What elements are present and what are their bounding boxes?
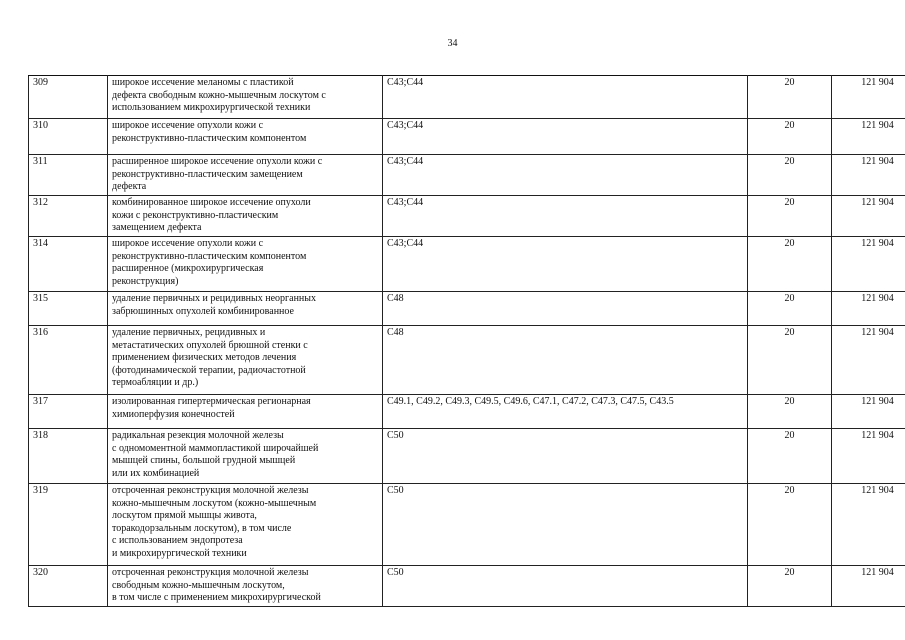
- icd-codes: C43;C44: [383, 196, 748, 237]
- quantity: 20: [748, 326, 832, 395]
- procedure-description-text: широкое иссечение опухоли кожи с реконструктивно-пластическим компонентом: [112, 120, 307, 144]
- procedure-description: [108, 76, 383, 119]
- procedure-description: [108, 429, 383, 484]
- table-row: [29, 566, 905, 607]
- procedure-description-text: удаление первичных и рецидивных неорганных забрюшинных опухолей комбинированное: [112, 293, 316, 317]
- quantity: 20: [748, 237, 832, 292]
- table-row: [29, 395, 905, 429]
- quantity: 20: [748, 76, 832, 119]
- price: 121 904: [832, 76, 905, 119]
- icd-codes: C48: [383, 292, 748, 326]
- quantity: 20: [748, 395, 832, 429]
- table-row: [29, 292, 905, 326]
- procedure-description: [108, 484, 383, 566]
- procedure-description: [108, 566, 383, 607]
- table-row: [29, 429, 905, 484]
- icd-codes: C43;C44: [383, 237, 748, 292]
- row-number: 316: [29, 326, 108, 395]
- price: 121 904: [832, 292, 905, 326]
- row-number: 317: [29, 395, 108, 429]
- row-number: 309: [29, 76, 108, 119]
- row-number: 319: [29, 484, 108, 566]
- row-number: 312: [29, 196, 108, 237]
- quantity: 20: [748, 196, 832, 237]
- procedure-description-text: отсроченная реконструкция молочной железы свободным кожно-мышечным лоскутом, в том числе с применением микрохирургической: [112, 567, 321, 604]
- icd-codes: C49.1, C49.2, C49.3, C49.5, C49.6, C47.1, C47.2, C47.3, C47.5, C43.5: [383, 395, 748, 429]
- table-row: [29, 76, 905, 119]
- table-row: [29, 155, 905, 196]
- procedure-description-text: комбинированное широкое иссечение опухоли кожи с реконструктивно-пластическим замещением дефекта: [112, 197, 311, 234]
- procedure-description: [108, 196, 383, 237]
- price: 121 904: [832, 196, 905, 237]
- icd-codes: C43;C44: [383, 119, 748, 155]
- procedures-table: [28, 75, 905, 607]
- table-row: [29, 196, 905, 237]
- table-row: [29, 237, 905, 292]
- procedure-description: [108, 292, 383, 326]
- icd-codes: C43;C44: [383, 76, 748, 119]
- procedure-description-text: расширенное широкое иссечение опухоли кожи с реконструктивно-пластическим замещением дефекта: [112, 156, 323, 193]
- procedure-description-text: отсроченная реконструкция молочной железы кожно-мышечным лоскутом (кожно-мышечным лоскутом прямой мышцы живота, торакодорзальным лоскутом), в том числе с использованием эндопротеза и микрохирургической техники: [112, 485, 317, 559]
- price: 121 904: [832, 326, 905, 395]
- procedure-description: [108, 155, 383, 196]
- quantity: 20: [748, 429, 832, 484]
- row-number: 310: [29, 119, 108, 155]
- table-row: [29, 484, 905, 566]
- quantity: 20: [748, 292, 832, 326]
- procedure-description: [108, 237, 383, 292]
- row-number: 320: [29, 566, 108, 607]
- price: 121 904: [832, 484, 905, 566]
- procedure-description-text: широкое иссечение опухоли кожи с реконструктивно-пластическим компонентом расширенное (микрохирургическая реконструкция): [112, 238, 307, 287]
- price: 121 904: [832, 429, 905, 484]
- procedure-description-text: широкое иссечение меланомы с пластикой дефекта свободным кожно-мышечным лоскутом с использованием микрохирургической техники: [112, 77, 326, 114]
- price: 121 904: [832, 237, 905, 292]
- row-number: 318: [29, 429, 108, 484]
- procedure-description: [108, 395, 383, 429]
- procedure-description: [108, 326, 383, 395]
- procedure-description-text: удаление первичных, рецидивных и метастатических опухолей брюшной стенки с применением физических методов лечения (фотодинамической терапии, радиочастотной термоабляции и др.): [112, 327, 308, 389]
- price: 121 904: [832, 155, 905, 196]
- icd-codes: C50: [383, 429, 748, 484]
- price: 121 904: [832, 395, 905, 429]
- procedure-description-text: изолированная гипертермическая регионарная химиоперфузия конечностей: [112, 396, 311, 420]
- icd-codes: C48: [383, 326, 748, 395]
- row-number: 311: [29, 155, 108, 196]
- procedure-description-text: радикальная резекция молочной железы с одномоментной маммопластикой широчайшей мышцей спины, большой грудной мышцей или их комбинацией: [112, 430, 319, 479]
- icd-codes: C43;C44: [383, 155, 748, 196]
- table-row: [29, 119, 905, 155]
- page-number: 34: [447, 38, 458, 49]
- price: 121 904: [832, 566, 905, 607]
- table-row: [29, 326, 905, 395]
- quantity: 20: [748, 484, 832, 566]
- row-number: 315: [29, 292, 108, 326]
- icd-codes: C50: [383, 484, 748, 566]
- quantity: 20: [748, 566, 832, 607]
- procedure-description: [108, 119, 383, 155]
- row-number: 314: [29, 237, 108, 292]
- quantity: 20: [748, 119, 832, 155]
- price: 121 904: [832, 119, 905, 155]
- icd-codes: C50: [383, 566, 748, 607]
- quantity: 20: [748, 155, 832, 196]
